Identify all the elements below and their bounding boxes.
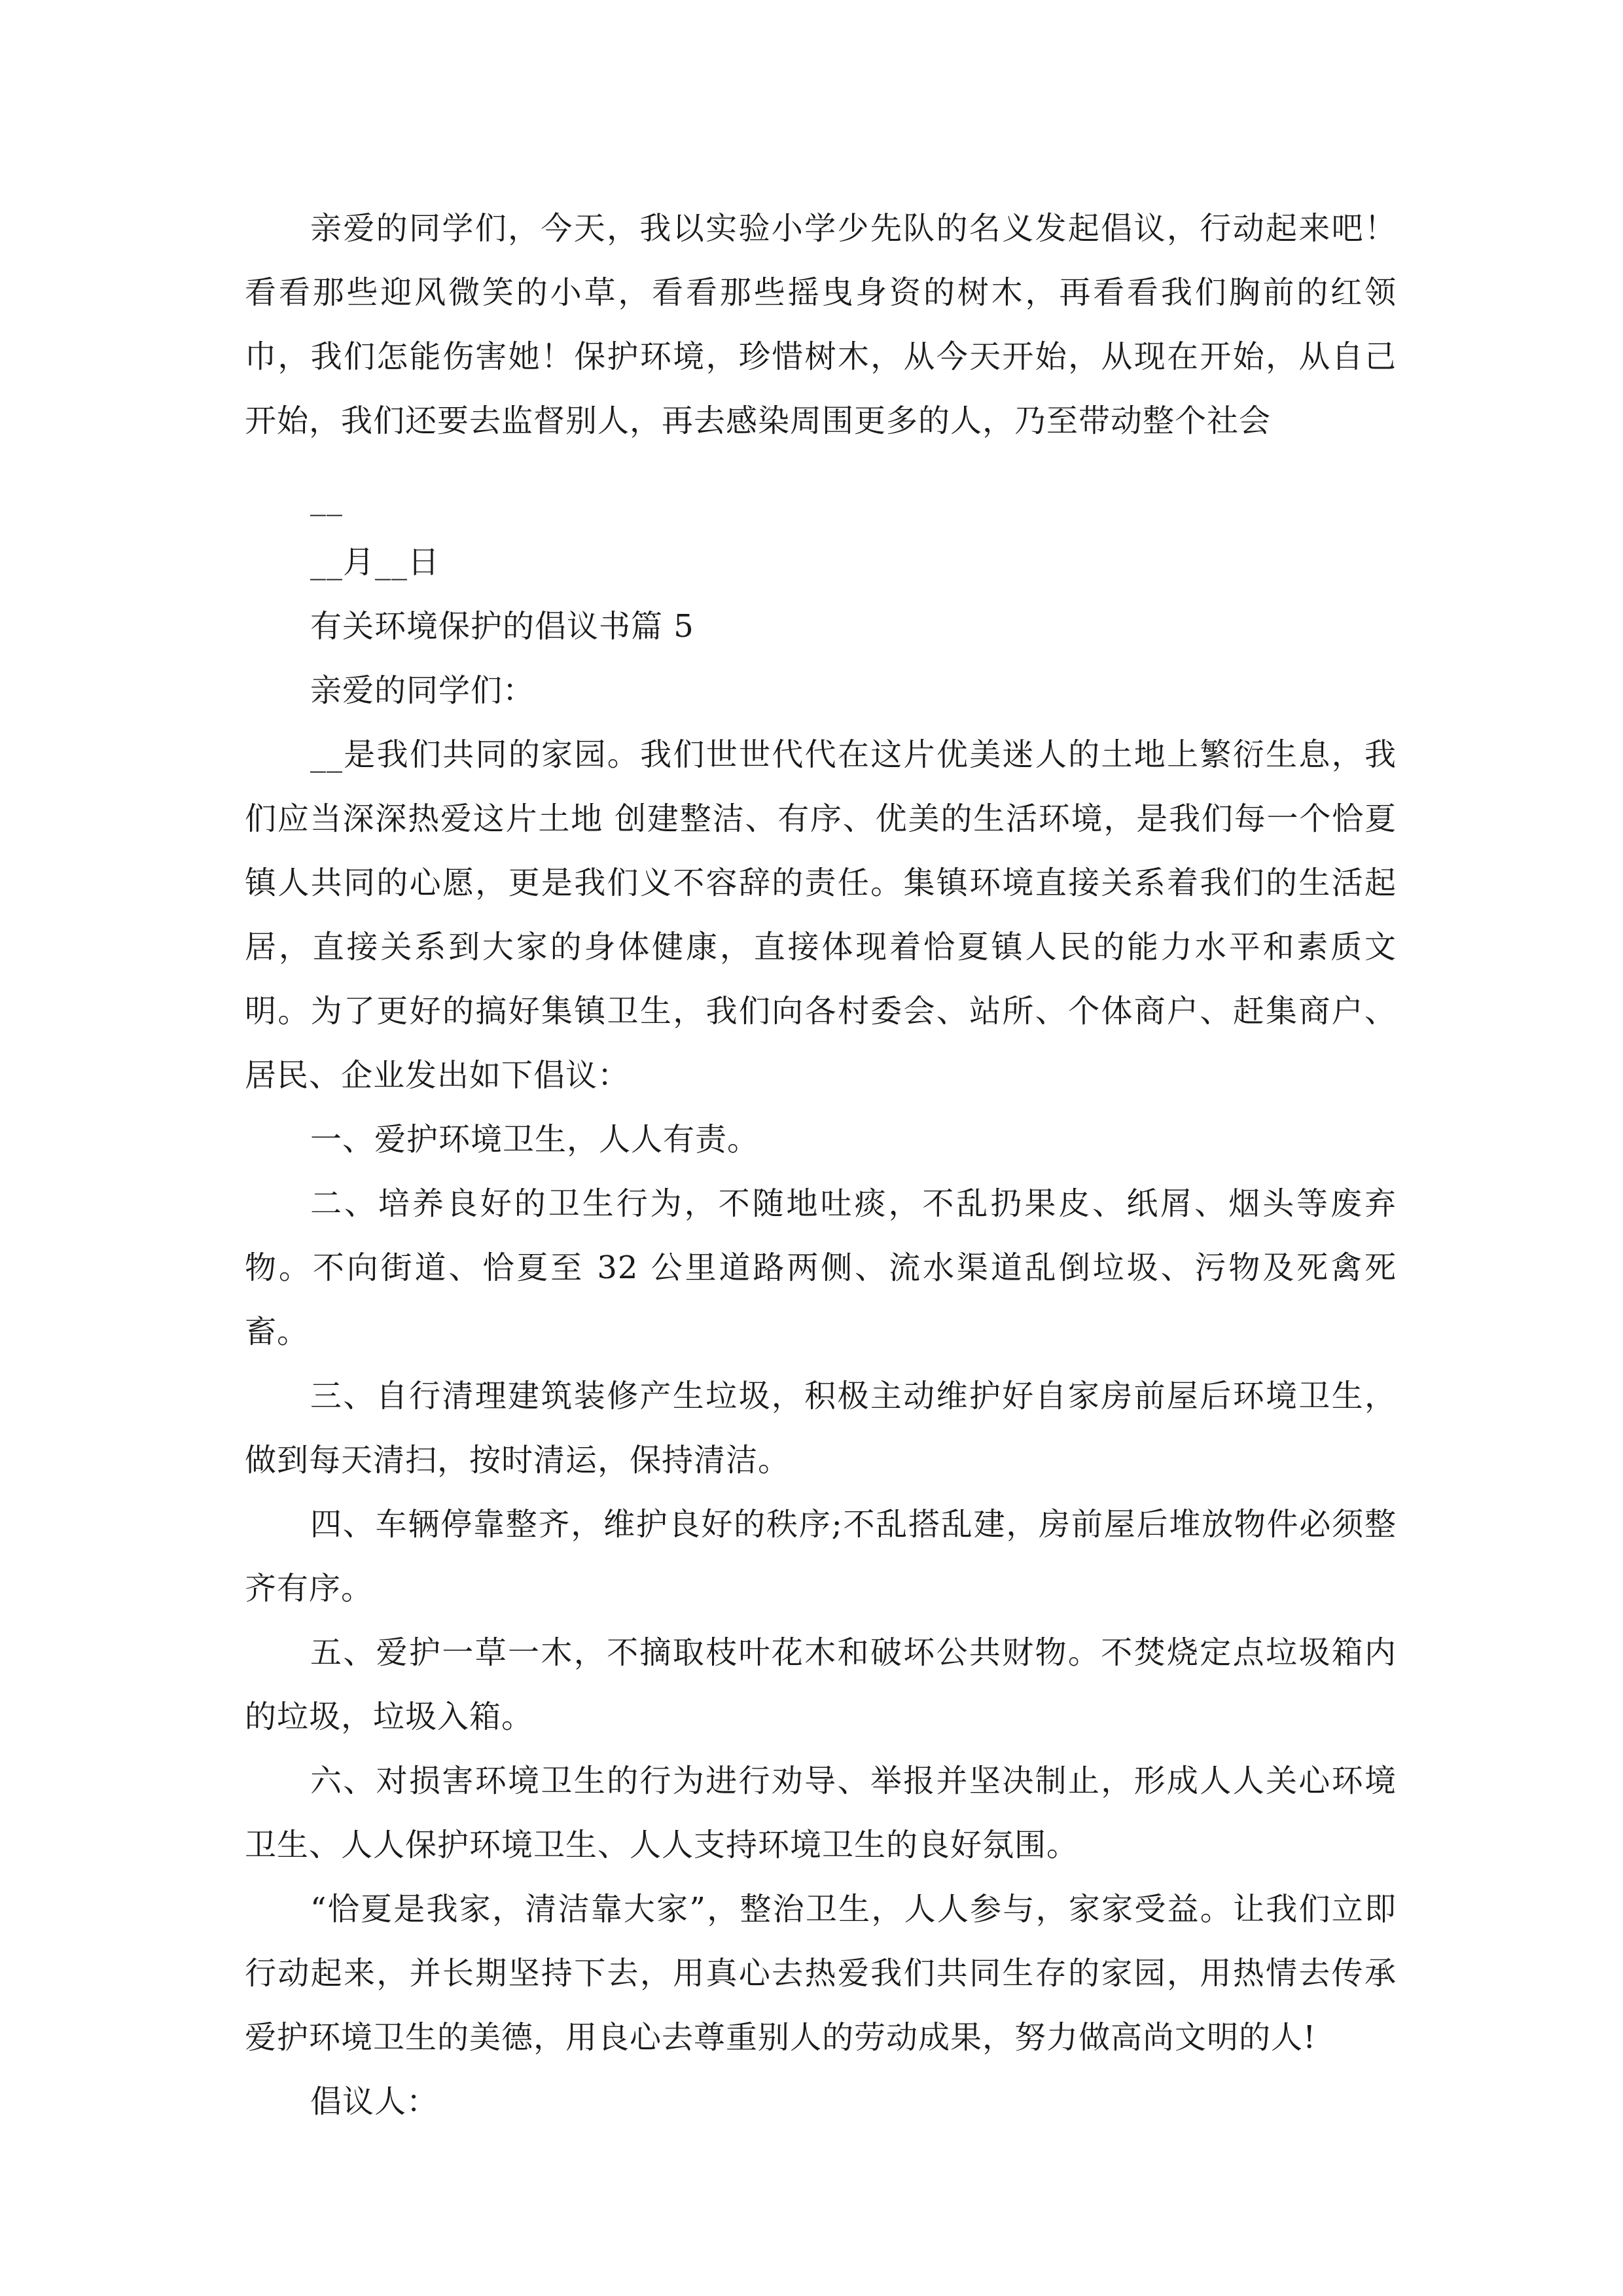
proposal-item-2: 二、培养良好的卫生行为，不随地吐痰，不乱扔果皮、纸屑、烟头等废弃物。不向街道、恰夏至 32 公里道路两侧、流水渠道乱倒垃圾、污物及死禽死畜。 <box>245 1185 1397 1350</box>
proposal-item-1: 一、爱护环境卫生，人人有责。 <box>310 1121 760 1158</box>
proposal-item-6: 六、对损害环境卫生的行为进行劝导、举报并坚决制止，形成人人关心环境卫生、人人保护环境卫生、人人支持环境卫生的良好氛围。 <box>245 1763 1397 1863</box>
paragraph-closing: “恰夏是我家，清洁靠大家”，整治卫生，人人参与，家家受益。让我们立即行动起来，并长期坚持下去，用真心去热爱我们共同生存的家园，用热情去传承爱护环境卫生的美德，用良心去尊重别人的劳动成果，努力做高尚文明的人! <box>245 1891 1397 2056</box>
paragraph-intro: __是我们共同的家园。我们世世代代在这片优美迷人的土地上繁衍生息，我们应当深深热爱这片土地 创建整洁、有序、优美的生活环境，是我们每一个恰夏镇人共同的心愿，更是我们义不容辞的责任。集镇环境直接关系着我们的生活起居，直接关系到大家的身体健康，直接体现着恰夏镇人民的能力水平和素质文明。为了更好的搞好集镇卫生，我们向各村委会、站所、个体商户、赶集商户、居民、企业发出如下倡议： <box>245 736 1397 1094</box>
section-title: 有关环境保护的倡议书篇 5 <box>310 608 694 645</box>
blank-signature-line: __ <box>310 480 343 516</box>
date-line: __月__日 <box>310 544 440 581</box>
document-body <box>245 196 1397 2134</box>
paragraph-initiative: 亲爱的同学们，今天，我以实验小学少先队的名义发起倡议，行动起来吧！看看那些迎风微笑的小草，看看那些摇曳身资的树木，再看看我们胸前的红领巾，我们怎能伤害她！保护环境，珍惜树木，从今天开始，从现在开始，从自己开始，我们还要去监督别人，再去感染周围更多的人，乃至带动整个社会 <box>245 210 1397 439</box>
proposal-item-4: 四、车辆停靠整齐，维护良好的秩序;不乱搭乱建，房前屋后堆放物件必须整齐有序。 <box>245 1506 1397 1607</box>
proposal-item-3: 三、自行清理建筑装修产生垃圾，积极主动维护好自家房前屋后环境卫生，做到每天清扫，按时清运，保持清洁。 <box>245 1378 1397 1479</box>
signature-label: 倡议人： <box>310 2083 439 2120</box>
salutation: 亲爱的同学们： <box>310 672 535 709</box>
proposal-item-5: 五、爱护一草一木，不摘取枝叶花木和破坏公共财物。不焚烧定点垃圾箱内的垃圾，垃圾入箱。 <box>245 1634 1397 1735</box>
